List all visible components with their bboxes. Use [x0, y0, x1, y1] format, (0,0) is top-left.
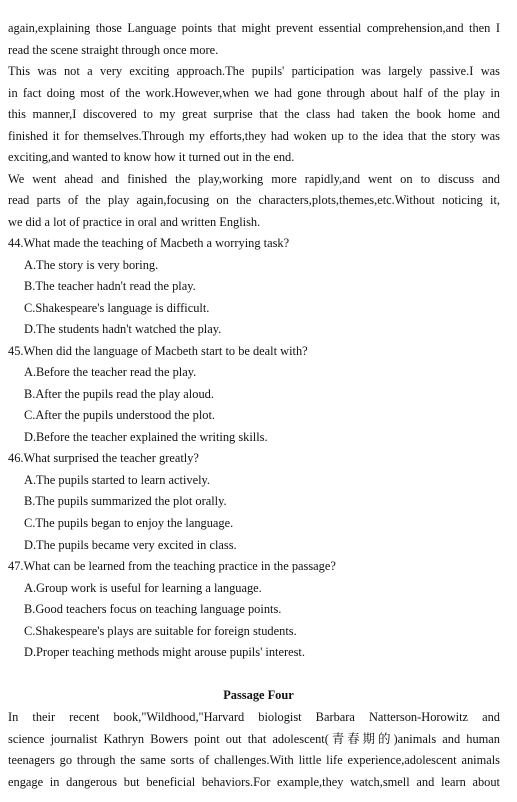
option-a: A.Group work is useful for learning a language.	[24, 581, 262, 595]
option-d: D.Proper teaching methods might arouse pupils' interest.	[24, 645, 305, 659]
passage-line: exciting,and wanted to know how it turned out in the end.	[8, 150, 295, 164]
option-b: B.Good teachers focus on teaching language points.	[24, 602, 282, 616]
option-c: C.The pupils began to enjoy the language.	[24, 516, 234, 530]
option-c: C.After the pupils understood the plot.	[24, 408, 215, 422]
section-heading: Passage Four	[223, 688, 294, 702]
option-d: D.The students hadn't watched the play.	[24, 322, 222, 336]
option-b: B.After the pupils read the play aloud.	[24, 387, 214, 401]
question-stem: 44.What made the teaching of Macbeth a worrying task?	[8, 236, 290, 250]
passage-line: again,explaining those Language points that might prevent essential comprehension,and then I	[8, 21, 500, 35]
passage-line: teenagers go through the same sorts of challenges.With little life experience,adolescent animals	[8, 753, 500, 767]
option-c: C.Shakespeare's plays are suitable for foreign students.	[24, 624, 297, 638]
passage-line: We went ahead and finished the play,working more rapidly,and went on to discuss and	[8, 172, 500, 186]
passage-line: read parts of the play again,focusing on the characters,plots,themes,etc.Without noticing it,	[8, 193, 500, 207]
question-stem: 46.What surprised the teacher greatly?	[8, 451, 199, 465]
passage-line: science journalist Kathryn Bowers point out that adolescent(青春期的)animals and human	[8, 732, 500, 746]
passage-line: in fact doing most of the work.However,when we had gone through about half of the play in	[8, 86, 500, 100]
question-stem: 45.When did the language of Macbeth start to be dealt with?	[8, 344, 308, 358]
passage-line: we did a lot of practice in oral and written English.	[8, 215, 261, 229]
passage-line: This was not a very exciting approach.The pupils' participation was largely passive.I was	[8, 64, 500, 78]
passage-line: engage in dangerous but beneficial behaviors.For example,they watch,smell and learn about	[8, 775, 500, 789]
option-b: B.The pupils summarized the plot orally.	[24, 494, 227, 508]
option-a: A.Before the teacher read the play.	[24, 365, 197, 379]
question-stem: 47.What can be learned from the teaching practice in the passage?	[8, 559, 336, 573]
option-d: D.Before the teacher explained the writing skills.	[24, 430, 268, 444]
passage-line: this manner,I discovered to my great surprise that the class had taken the book home and	[8, 107, 500, 121]
passage-line: In their recent book,"Wildhood,"Harvard biologist Barbara Natterson-Horowitz and	[8, 710, 500, 724]
option-c: C.Shakespeare's language is difficult.	[24, 301, 210, 315]
option-d: D.The pupils became very excited in class.	[24, 538, 237, 552]
passage-line: finished it for themselves.Through my efforts,they had woken up to the idea that the story was	[8, 129, 500, 143]
option-a: A.The pupils started to learn actively.	[24, 473, 211, 487]
option-b: B.The teacher hadn't read the play.	[24, 279, 196, 293]
passage-line: read the scene straight through once more.	[8, 43, 219, 57]
option-a: A.The story is very boring.	[24, 258, 159, 272]
